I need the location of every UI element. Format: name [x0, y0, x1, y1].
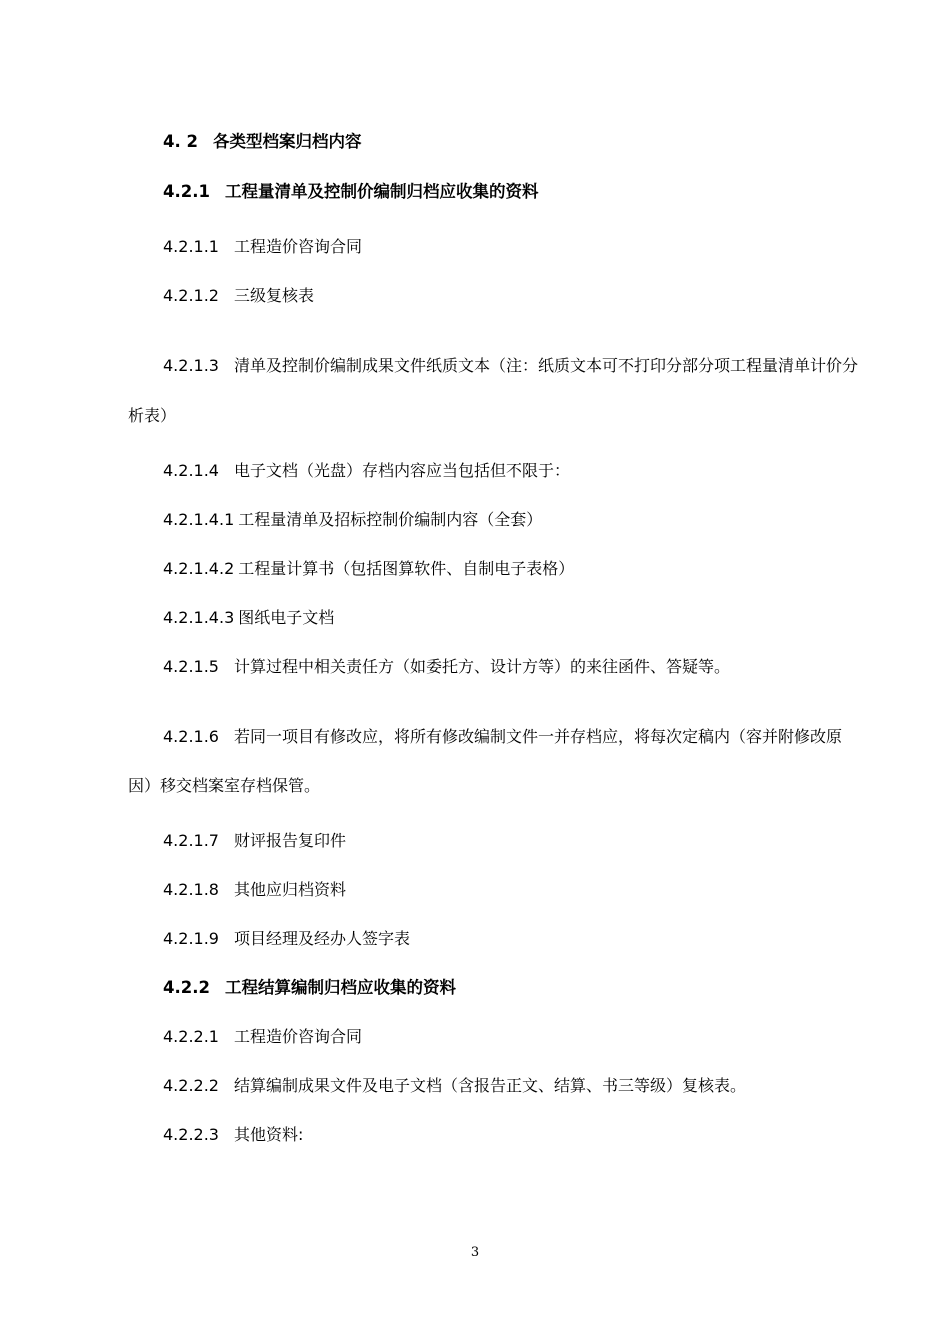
item-number: 4.2.1.4.3 — [163, 608, 235, 627]
list-item-4-2-1-8 — [163, 880, 346, 900]
section-number: 4. 2 — [163, 132, 198, 151]
subsection-number: 4.2.2 — [163, 978, 210, 997]
item-number: 4.2.1.8 — [163, 880, 219, 899]
item-number: 4.2.1.1 — [163, 237, 219, 256]
subsection-heading-4-2-1 — [163, 182, 538, 202]
list-item-4-2-1-7 — [163, 831, 346, 851]
item-number: 4.2.1.4 — [163, 461, 219, 480]
item-text: 电子文档（光盘）存档内容应当包括但不限于： — [233, 461, 570, 480]
item-number: 4.2.1.3 — [163, 356, 219, 375]
list-item-4-2-1-9 — [163, 929, 410, 949]
subsection-title: 工程结算编制归档应收集的资料 — [224, 978, 456, 997]
list-item-4-2-1-4-2 — [163, 559, 574, 579]
item-number: 4.2.1.4.2 — [163, 559, 235, 578]
item-text: 其他资料: — [233, 1125, 304, 1144]
item-text: 三级复核表 — [233, 286, 314, 305]
item-number: 4.2.1.5 — [163, 657, 219, 676]
list-item-4-2-1-3 — [163, 356, 858, 376]
section-title: 各类型档案归档内容 — [212, 132, 362, 151]
section-heading-4-2 — [163, 132, 361, 152]
subsection-title: 工程量清单及控制价编制归档应收集的资料 — [224, 182, 539, 201]
item-text: 工程量计算书（包括图算软件、自制电子表格） — [238, 559, 575, 578]
list-item-4-2-1-3-continuation: 析表） — [128, 406, 177, 425]
list-item-4-2-1-1 — [163, 237, 362, 257]
item-number: 4.2.1.2 — [163, 286, 219, 305]
item-text: 计算过程中相关责任方（如委托方、设计方等）的来往函件、答疑等。 — [233, 657, 730, 676]
list-item-4-2-1-4 — [163, 461, 570, 481]
list-item-4-2-1-5 — [163, 657, 730, 677]
list-item-4-2-1-2 — [163, 286, 314, 306]
item-text: 项目经理及经办人签字表 — [233, 929, 410, 948]
item-text: 工程造价咨询合同 — [233, 1027, 362, 1046]
item-number: 4.2.2.2 — [163, 1076, 219, 1095]
list-item-4-2-1-6 — [163, 727, 842, 747]
list-item-4-2-1-4-3 — [163, 608, 334, 628]
subsection-heading-4-2-2 — [163, 978, 456, 998]
item-text: 图纸电子文档 — [238, 608, 335, 627]
item-number: 4.2.1.4.1 — [163, 510, 235, 529]
item-text: 财评报告复印件 — [233, 831, 346, 850]
page-number: 3 — [470, 1245, 480, 1260]
item-text: 工程造价咨询合同 — [233, 237, 362, 256]
item-number: 4.2.1.6 — [163, 727, 219, 746]
item-text: 结算编制成果文件及电子文档（含报告正文、结算、书三等级）复核表。 — [233, 1076, 746, 1095]
list-item-4-2-1-4-1 — [163, 510, 542, 530]
item-text: 清单及控制价编制成果文件纸质文本（注：纸质文本可不打印分部分项工程量清单计价分 — [233, 356, 858, 375]
list-item-4-2-2-2 — [163, 1076, 746, 1096]
item-number: 4.2.2.1 — [163, 1027, 219, 1046]
item-number: 4.2.1.7 — [163, 831, 219, 850]
item-number: 4.2.1.9 — [163, 929, 219, 948]
list-item-4-2-1-6-continuation: 因）移交档案室存档保管。 — [128, 776, 321, 795]
item-text: 若同一项目有修改应，将所有修改编制文件一并存档应，将每次定稿内（容并附修改原 — [233, 727, 842, 746]
list-item-4-2-2-3 — [163, 1125, 303, 1145]
item-text: 工程量清单及招标控制价编制内容（全套） — [238, 510, 543, 529]
item-number: 4.2.2.3 — [163, 1125, 219, 1144]
list-item-4-2-2-1 — [163, 1027, 362, 1047]
subsection-number: 4.2.1 — [163, 182, 210, 201]
item-text: 其他应归档资料 — [233, 880, 346, 899]
